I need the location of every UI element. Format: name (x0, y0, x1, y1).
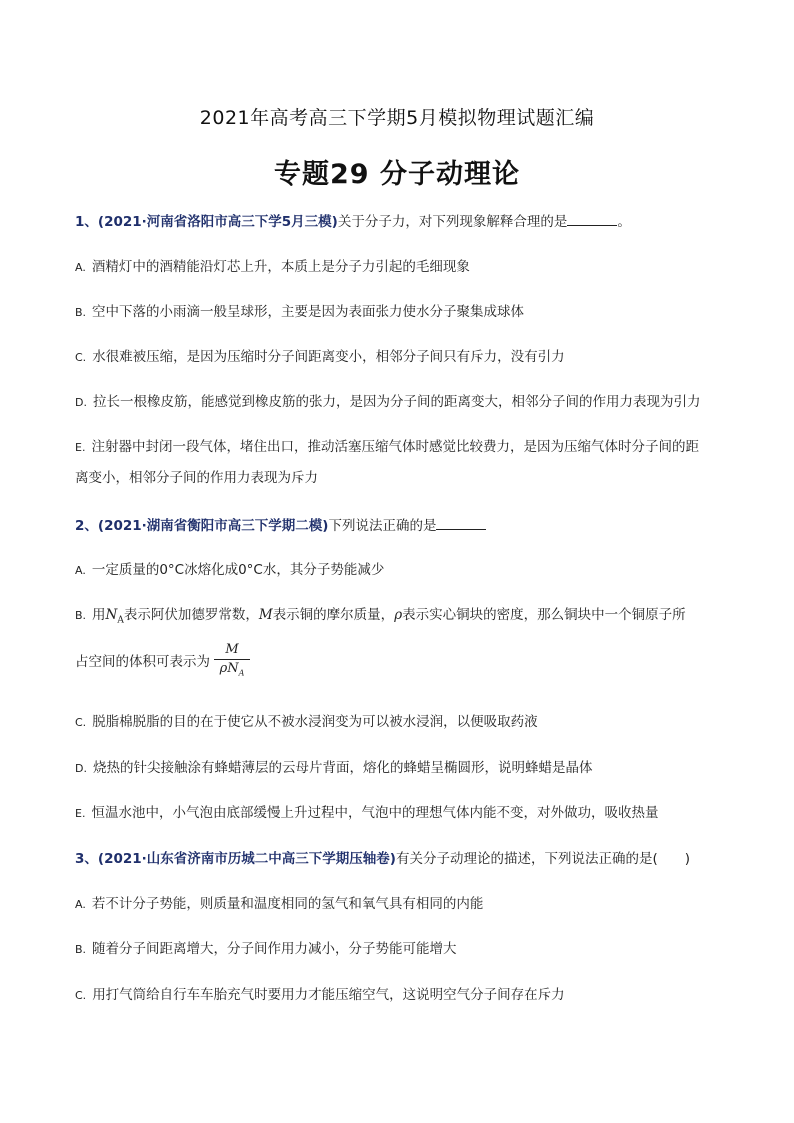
option-letter: B. (75, 306, 87, 319)
option-text: 若不计分子势能，则质量和温度相同的氢气和氧气具有相同的内能 (91, 896, 484, 912)
option-letter: A. (75, 261, 86, 274)
question-number: 2、 (75, 518, 98, 534)
fraction-denominator: $\rho N_A$ (219, 661, 245, 678)
option-a (75, 557, 384, 584)
question-tail: 。 (617, 214, 631, 230)
question-3-stem (75, 845, 725, 873)
question-1-stem (75, 208, 725, 236)
option-b (75, 936, 457, 963)
option-text: 烧热的针尖接触涂有蜂蜡薄层的云母片背面，熔化的蜂蜡呈椭圆形，说明蜂蜡是晶体 (92, 760, 593, 776)
option-text-part: 表示实心铜块的密度，那么铜块中一个铜原子所 (402, 607, 686, 623)
option-e (75, 434, 699, 461)
question-text: 有关分子动理论的描述，下列说法正确的是( ) (395, 851, 690, 867)
fraction-bar (214, 659, 250, 660)
option-text: 空中下落的小雨滴一般呈球形，主要是因为表面张力使水分子聚集成球体 (92, 304, 525, 320)
option-d (75, 755, 592, 782)
option-text: 用打气筒给自行车车胎充气时要用力才能压缩空气，这说明空气分子间存在斥力 (92, 987, 565, 1003)
option-letter: C. (75, 989, 87, 1002)
question-text: 下列说法正确的是 (328, 518, 437, 534)
answer-blank (436, 515, 486, 530)
question-2-stem (75, 512, 725, 540)
option-letter: C. (75, 351, 87, 364)
avogadro-symbol: $N_A$ (105, 607, 124, 626)
option-c (75, 344, 565, 371)
document-title: 2021年高考高三下学期5月模拟物理试题汇编 (199, 107, 595, 129)
option-text: 注射器中封闭一段气体，堵住出口，推动活塞压缩气体时感觉比较费力，是因为压缩气体时分子间的距 (91, 439, 699, 455)
option-letter: E. (75, 807, 86, 820)
option-letter: E. (75, 441, 86, 454)
answer-blank (567, 211, 617, 226)
option-text: 一定质量的0°C冰熔化成0°C水，其分子势能减少 (91, 562, 385, 578)
option-letter: D. (75, 762, 87, 775)
option-letter: B. (75, 609, 87, 622)
option-b (75, 299, 524, 326)
option-letter: C. (75, 716, 87, 729)
option-text-part: 用 (92, 607, 106, 623)
option-c (75, 709, 538, 736)
option-b-continued: 占空间的体积可表示为 (75, 654, 210, 670)
option-letter: B. (75, 943, 87, 956)
density-symbol: ρ (394, 607, 403, 623)
option-text: 水很难被压缩，是因为压缩时分子间距离变小，相邻分子间只有斥力，没有引力 (92, 349, 565, 365)
option-letter: D. (75, 396, 87, 409)
question-source: (2021·湖南省衡阳市高三下学期二模) (97, 518, 329, 534)
option-text: 恒温水池中，小气泡由底部缓慢上升过程中，气泡中的理想气体内能不变，对外做功，吸收热量 (91, 805, 659, 821)
option-b (75, 602, 686, 634)
question-number: 3、 (75, 851, 98, 867)
option-e (75, 800, 658, 827)
option-text-part: 表示铜的摩尔质量， (272, 607, 395, 623)
fraction-numerator: M (225, 642, 239, 657)
question-source: (2021·山东省济南市历城二中高三下学期压轴卷) (97, 851, 396, 867)
question-source: (2021·河南省洛阳市高三下学5月三模) (97, 214, 338, 230)
document-subtitle: 专题29 分子动理论 (274, 159, 520, 190)
question-text: 关于分子力，对下列现象解释合理的是 (337, 214, 568, 230)
option-text: 酒精灯中的酒精能沿灯芯上升，本质上是分子力引起的毛细现象 (91, 259, 470, 275)
option-text: 拉长一根橡皮筋，能感觉到橡皮筋的张力，是因为分子间的距离变大，相邻分子间的作用力表现为引力 (92, 394, 701, 410)
option-letter: A. (75, 898, 86, 911)
option-a (75, 891, 483, 918)
option-a (75, 254, 470, 281)
option-letter: A. (75, 564, 86, 577)
option-text-part: 表示阿伏加德罗常数， (123, 607, 259, 623)
molar-mass-symbol: M (258, 607, 273, 623)
option-c (75, 982, 565, 1009)
option-e-continued: 离变小，相邻分子间的作用力表现为斥力 (75, 470, 318, 486)
option-text: 随着分子间距离增大，分子间作用力减小，分子势能可能增大 (92, 941, 457, 957)
option-d (75, 389, 700, 416)
volume-fraction (214, 642, 250, 682)
option-text: 脱脂棉脱脂的目的在于使它从不被水浸润变为可以被水浸润，以便吸取药液 (92, 714, 538, 730)
question-number: 1、 (75, 214, 98, 230)
